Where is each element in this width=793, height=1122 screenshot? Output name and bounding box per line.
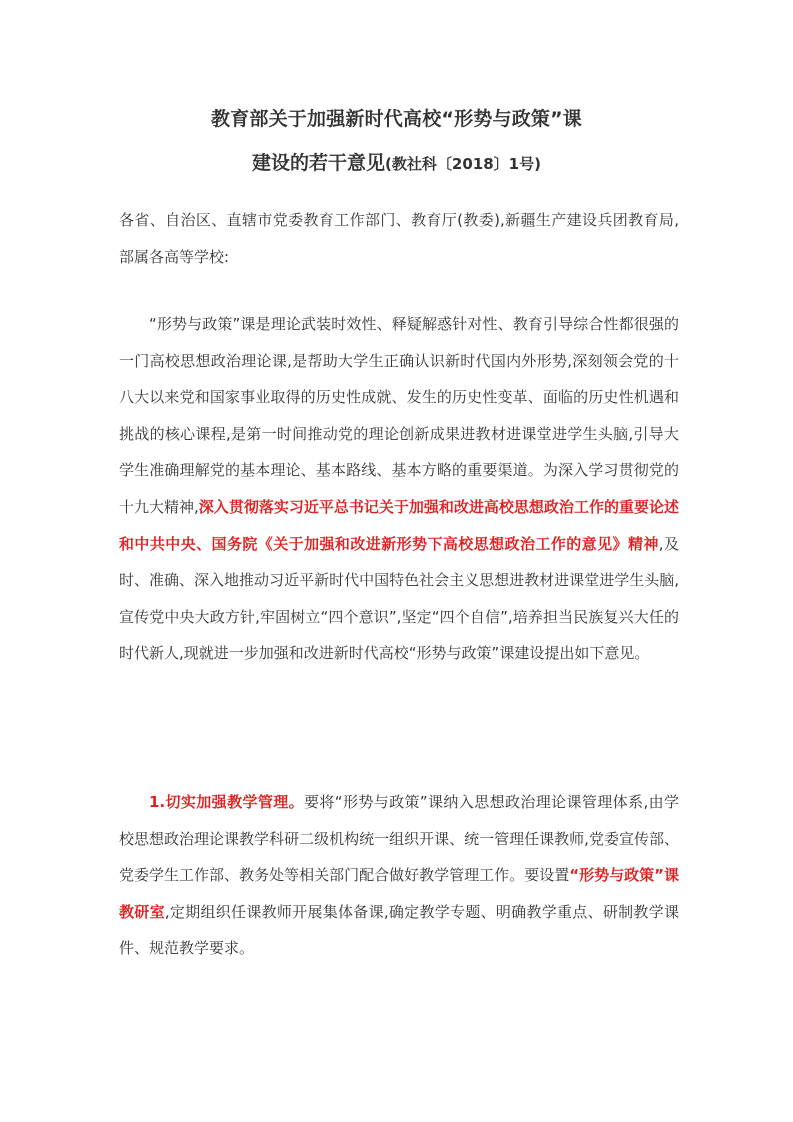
paragraph-intro-text-2: ,及时、准确、深入地推动习近平新时代中国特色社会主义思想进教材进课堂进学生头脑,宣传党中央大政方针,牢固树立“四个意识”,坚定“四个自信”,培养担当民族复兴大任的时代新人,现就进一步加强和改进新时代高校“形势与政策”课建设提出如下意见。 [119, 534, 679, 663]
section-1-heading: 1.切实加强教学管理。 [149, 793, 305, 811]
paragraph-section-1 [119, 784, 679, 967]
salutation: 各省、自治区、直辖市党委教育工作部门、教育厅(教委),新疆生产建设兵团教育局,部属各高等学校: [119, 211, 679, 266]
document-number: (教社科〔2018〕1号) [385, 155, 541, 173]
document-title-line1: 教育部关于加强新时代高校“形势与政策”课 [211, 108, 582, 130]
document-title-line2 [0, 148, 793, 175]
section-1-text-1: 要将“形势与政策”课纳入思想政治理论课管理体系,由学校思想政治理论课教学科研二级机构统一组织开课、统一管理任课教师,党委宣传部、党委学生工作部、教务处等相关部门配合做好教学管理工作。要设置 [119, 793, 679, 885]
paragraph-intro-text-1: “形势与政策”课是理论武装时效性、释疑解惑针对性、教育引导综合性都很强的一门高校思想政治理论课,是帮助大学生正确认识新时代国内外形势,深刻领会党的十八大以来党和国家事业取得的历史性成就、发生的历史性变革、面临的历史性机遇和挑战的核心课程,是第一时间推动党的理论创新成果进教材进课堂进学生头脑,引导大学生准确理解党的基本理论、基本路线、基本方略的重要渠道。为深入学习贯彻党的十九大精神, [119, 315, 679, 516]
document-title-main: 建设的若干意见 [252, 152, 386, 174]
section-1-highlight: “形势与政策”课教研室 [119, 866, 679, 921]
paragraph-intro [119, 306, 679, 672]
paragraph-intro-highlight: 深入贯彻落实习近平总书记关于加强和改进高校思想政治工作的重要论述和中共中央、国务院《关于加强和改进新形势下高校思想政治工作的意见》精神 [119, 497, 679, 553]
section-1-text-2: ,定期组织任课教师开展集体备课,确定教学专题、明确教学重点、研制教学课件、规范教学要求。 [119, 902, 679, 958]
